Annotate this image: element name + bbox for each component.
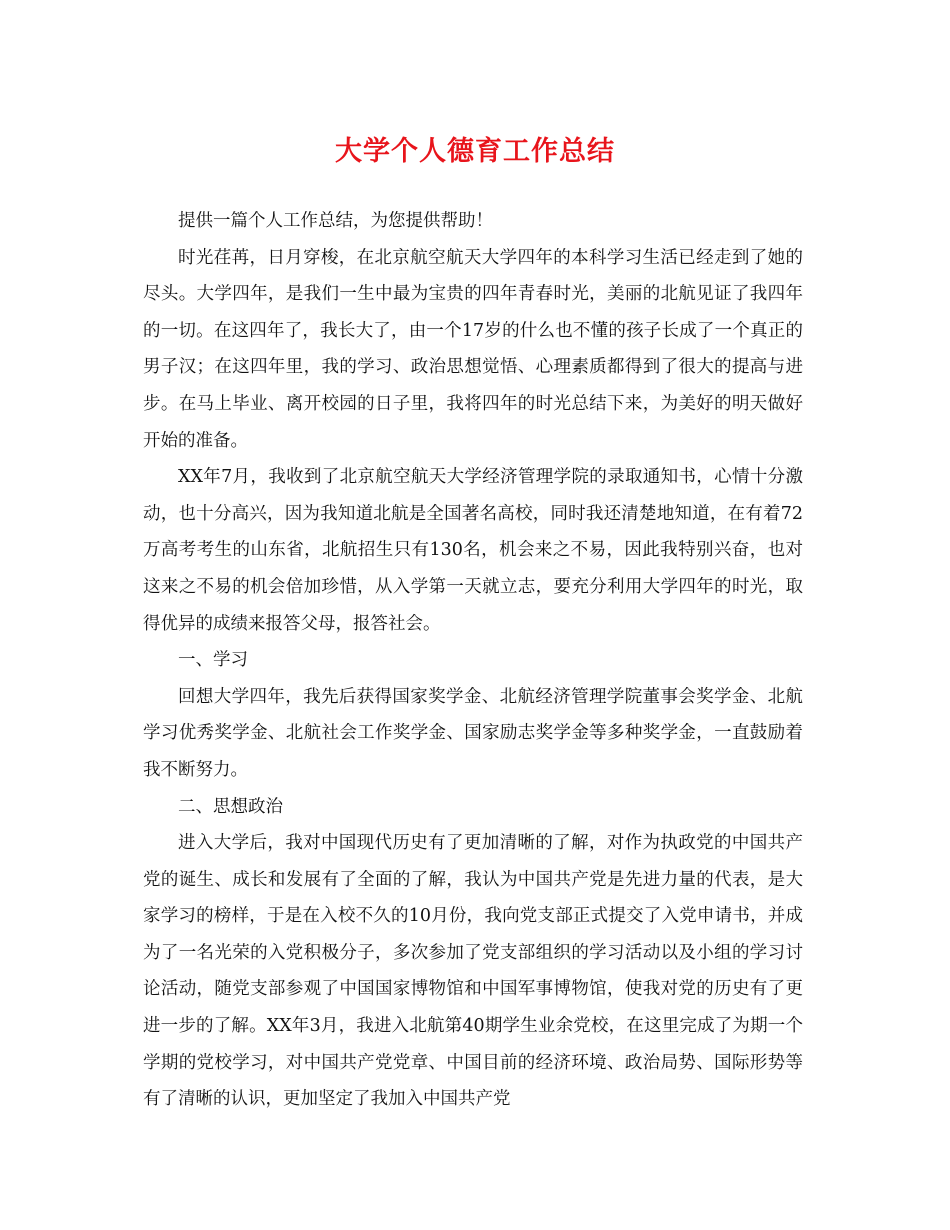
document-body xyxy=(143,203,803,1118)
section-heading-study: 一、学习 xyxy=(178,650,248,671)
document-title: 大学个人德育工作总结 xyxy=(335,136,615,167)
section-heading-politics: 二、思想政治 xyxy=(178,796,283,817)
paragraph-admission: XX年7月，我收到了北京航空航天大学经济管理学院的录取通知书，心情十分激动，也十分高兴，因为我知道北航是全国著名高校，同时我还清楚地知道，在有着72万高考考生的山东省，北航招生只有130名，机会来之不易，因此我特别兴奋，也对这来之不易的机会倍加珍惜，从入学第一天就立志，要充分利用大学四年的时光，取得优异的成绩来报答父母，报答社会。 xyxy=(143,467,803,634)
paragraph-politics: 进入大学后，我对中国现代历史有了更加清晰的了解，对作为执政党的中国共产党的诞生、成长和发展有了全面的了解，我认为中国共产党是先进力量的代表，是大家学习的榜样，于是在入校不久的10月份，我向党支部正式提交了入党申请书，并成为了一名光荣的入党积极分子，多次参加了党支部组织的学习活动以及小组的学习讨论活动，随党支部参观了中国国家博物馆和中国军事博物馆，使我对党的历史有了更进一步的了解。XX年3月，我进入北航第40期学生业余党校，在这里完成了为期一个学期的党校学习，对中国共产党党章、中国目前的经济环境、政治局势、国际形势等有了清晰的认识，更加坚定了我加入中国共产党 xyxy=(143,833,803,1110)
paragraph-intro: 提供一篇个人工作总结，为您提供帮助！ xyxy=(178,211,493,231)
paragraph-study: 回想大学四年，我先后获得国家奖学金、北航经济管理学院董事会奖学金、北航学习优秀奖学金、北航社会工作奖学金、国家励志奖学金等多种奖学金，一直鼓励着我不断努力。 xyxy=(143,686,803,780)
paragraph-opening: 时光荏苒，日月穿梭，在北京航空航天大学四年的本科学习生活已经走到了她的尽头。大学四年，是我们一生中最为宝贵的四年青春时光，美丽的北航见证了我四年的一切。在这四年了，我长大了，由一个17岁的什么也不懂的孩子长成了一个真正的男子汉；在这四年里，我的学习、政治思想觉悟、心理素质都得到了很大的提高与进步。在马上毕业、离开校园的日子里，我将四年的时光总结下来，为美好的明天做好开始的准备。 xyxy=(143,247,803,451)
